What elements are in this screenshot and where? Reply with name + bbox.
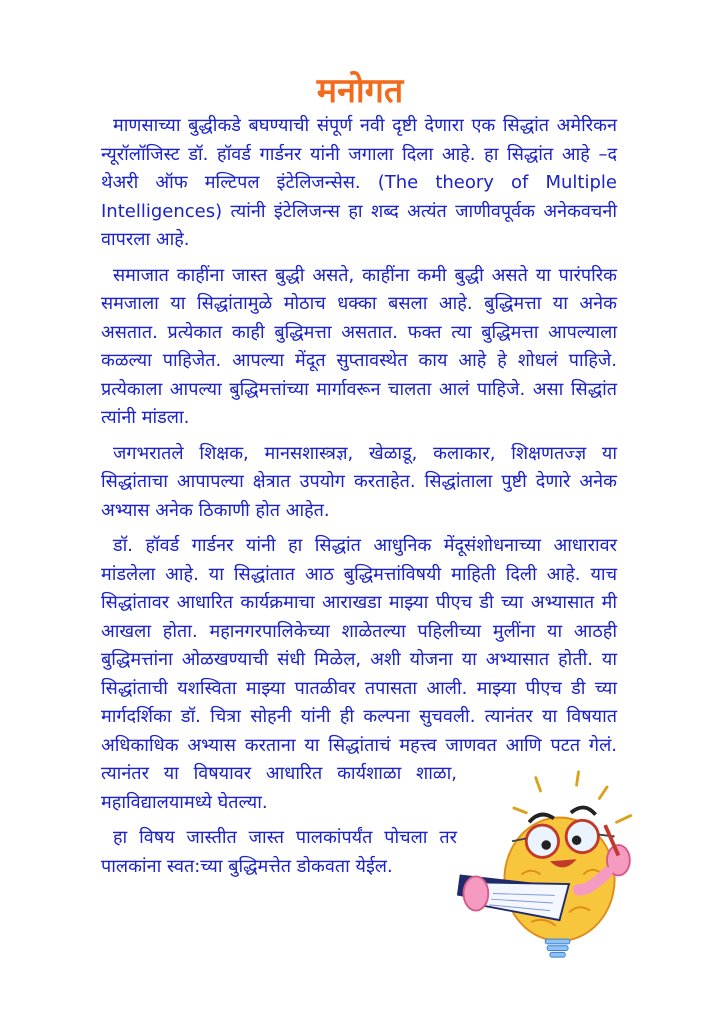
page-title: मनोगत xyxy=(316,71,404,111)
paragraph-1-text: माणसाच्या बुद्धीकडे बघण्याची संपूर्ण नवी दृष्टी देणारा एक सिद्धांत अमेरिकन न्यूरॉलॉजिस्ट डॉ. हॉवर्ड गार्डनर यांनी जगाला दिला आहे. हा सिद्धांत आहे –द थेअरी ऑफ मल्टिपल इंटेलिजन्सेस. (The theory of Multiple Intelligences) त्यांनी इंटेलिजन्स हा शब्द अत्यंत जाणीवपूर्वक अनेकवचनी वापरला आहे. xyxy=(101,115,617,250)
paragraph-2-text: समाजात काहींना जास्त बुद्धी असते, काहींना कमी बुद्धी असते या पारंपरिक समजाला या सिद्धांतामुळे मोठाच धक्का बसला आहे. बुद्धिमत्ता या अनेक असतात. प्रत्येकात काही बुद्धिमत्ता असतात. फक्त त्या बुद्धिमत्ता आपल्याला कळल्या पाहिजेत. आपल्या मेंदूत सुप्तावस्थेत काय आहे हे शोधलं पाहिजे. प्रत्येकाला आपल्या बुद्धिमत्तांच्या मार्गावरून चालता आलं पाहिजे. असा सिद्धांत त्यांनी मांडला. xyxy=(101,264,617,428)
paragraph-5-text: हा विषय जास्तीत जास्त पालकांपर्यंत पोचला तर पालकांना स्वत:च्या बुद्धिमत्तेत डोकवता येईल. xyxy=(101,827,457,877)
paragraph-3-text: जगभरातले शिक्षक, मानसशास्त्रज्ञ, खेळाडू, कलाकार, शिक्षणतज्ज्ञ या सिद्धांताचा आपापल्या क्षेत्रात उपयोग करताहेत. सिद्धांताला पुष्टी देणारे अनेक अभ्यास अनेक ठिकाणी होत आहेत. xyxy=(101,442,617,521)
brain-mascot-icon xyxy=(455,770,645,960)
paragraph-4-text: डॉ. हॉवर्ड गार्डनर यांनी हा सिद्धांत आधुनिक मेंदूसंशोधनाच्या आधारावर मांडलेला आहे. या सिद्धांतात आठ बुद्धिमत्तांविषयी माहिती दिली आहे. याच सिद्धांतावर आधारित कार्यक्रमाचा आराखडा माझ्या पीएच डी च्या अभ्यासात मी आखला होता. महानगरपालिकेच्या शाळेतल्या पहिलीच्या मुलींना या आठही बुद्धिमत्तांना ओळखण्याची संधी मिळेल, अशी योजना या अभ्यासात होती. या सिद्धांताची यशस्विता माझ्या पातळीवर तपासता आली. माझ्या पीएच डी च्या मार्गदर्शिका डॉ. चित्रा सोहनी यांनी ही कल्पना सुचवली. त्यानंतर या विषयात अधिकाधिक अभ्यास करताना या सिद्धांताचं महत्त्व जाणवत आणि पटत गेलं. त्यानंतर या विषयावर आधारित कार्यशाळा शाळा, महाविद्यालयामध्ये घेतल्या. xyxy=(101,535,617,813)
